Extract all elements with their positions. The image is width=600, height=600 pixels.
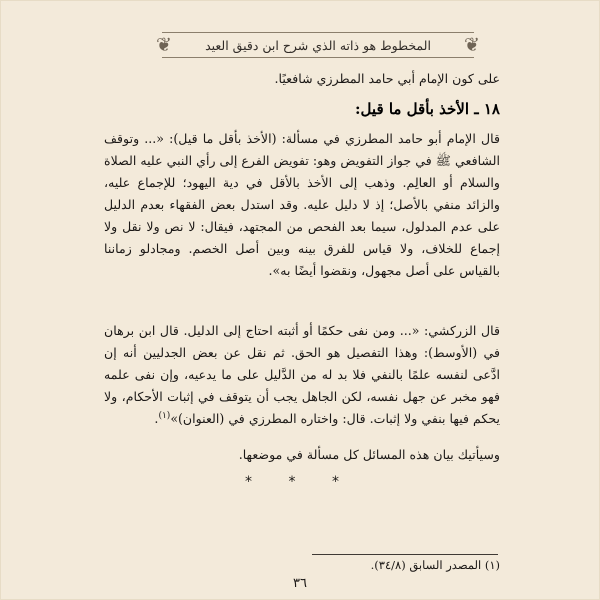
intro-line: على كون الإمام أبي حامد المطرزي شافعيًا. [274, 71, 500, 86]
paragraph-1: قال الإمام أبو حامد المطرزي في مسألة: (الأخذ بأقل ما قيل): «... وتوقف الشافعي ﷺ في جواز التفويض وهو: تفويض الفرع إلى رأي النبي عليه الصلاة والسلام أو العالِم. وذهب إلى الأخذ بالأقل في دية اليهود؛ للإجماع عليه، والزائد منفي بالأصل؛ إذ لا دليل عليه. وقد استدل بعض الفقهاء بعدم الدليل على عدم المدلول، سيما بعد الفحص من المجتهد، فيقال: لا نص ولا نقل ولا إجماع للخلاف، ولا قياس للفرق بينه وبين أصل الخصم. ومجادلو زماننا بالقياس على أصل مجهول، ونقضوا أيضًا به». [104, 131, 500, 278]
paragraph-3: وسيأتيك بيان هذه المسائل كل مسألة في موضعها. [238, 447, 500, 462]
section-heading: ١٨ ـ الأخذ بأقل ما قيل: [355, 100, 500, 118]
running-header [156, 32, 480, 58]
footnote-divider [312, 554, 498, 555]
section-separator: * * * [245, 474, 355, 490]
footnote-marker: (١) [158, 410, 171, 421]
header-title: المخطوط هو ذاته الذي شرح ابن دقيق العيد [205, 37, 431, 53]
header-ornament-right-icon: ❦ [464, 34, 480, 56]
paragraph-2: قال الزركشي: «... ومن نفى حكمًا أو أثبته احتاج إلى الدليل. قال ابن برهان في (الأوسط): وهذا التفصيل هو الحق. ثم نقل عن بعض الجدليين أنه إن ادَّعى لنفسه علمًا بالنفي فلا بد له من الدَّليل على ما يدعيه، وإن نفى علمه فهو مخبر عن جهل نفسه، لكن الجاهل يجب أن يتوقف في إثبات الأحكام، ولا يحكم فيها بنفي ولا إثبات. قال: واختاره المطرزي في (العنوان)»$^{(١)}$. [104, 323, 500, 426]
footnote: (١) المصدر السابق (٣٤/٨). [370, 558, 500, 572]
page-number: ٣٦ [293, 576, 307, 591]
header-ornament-left-icon: ❦ [156, 34, 172, 56]
paragraph-2-text: قال الزركشي: «... ومن نفى حكمًا أو أثبته احتاج إلى الدليل. قال ابن برهان في (الأوسط): وهذا التفصيل هو الحق. ثم نقل عن بعض الجدليين أنه إن ادَّعى لنفسه علمًا بالنفي فلا بد له من الدَّليل على ما يدعيه، وإن نفى علمه فهو مخبر عن جهل نفسه، لكن الجاهل يجب أن يتوقف في إثبات الأحكام، ولا يحكم فيها بنفي ولا إثبات. قال: واختاره المطرزي في (العنوان)» [104, 323, 500, 426]
